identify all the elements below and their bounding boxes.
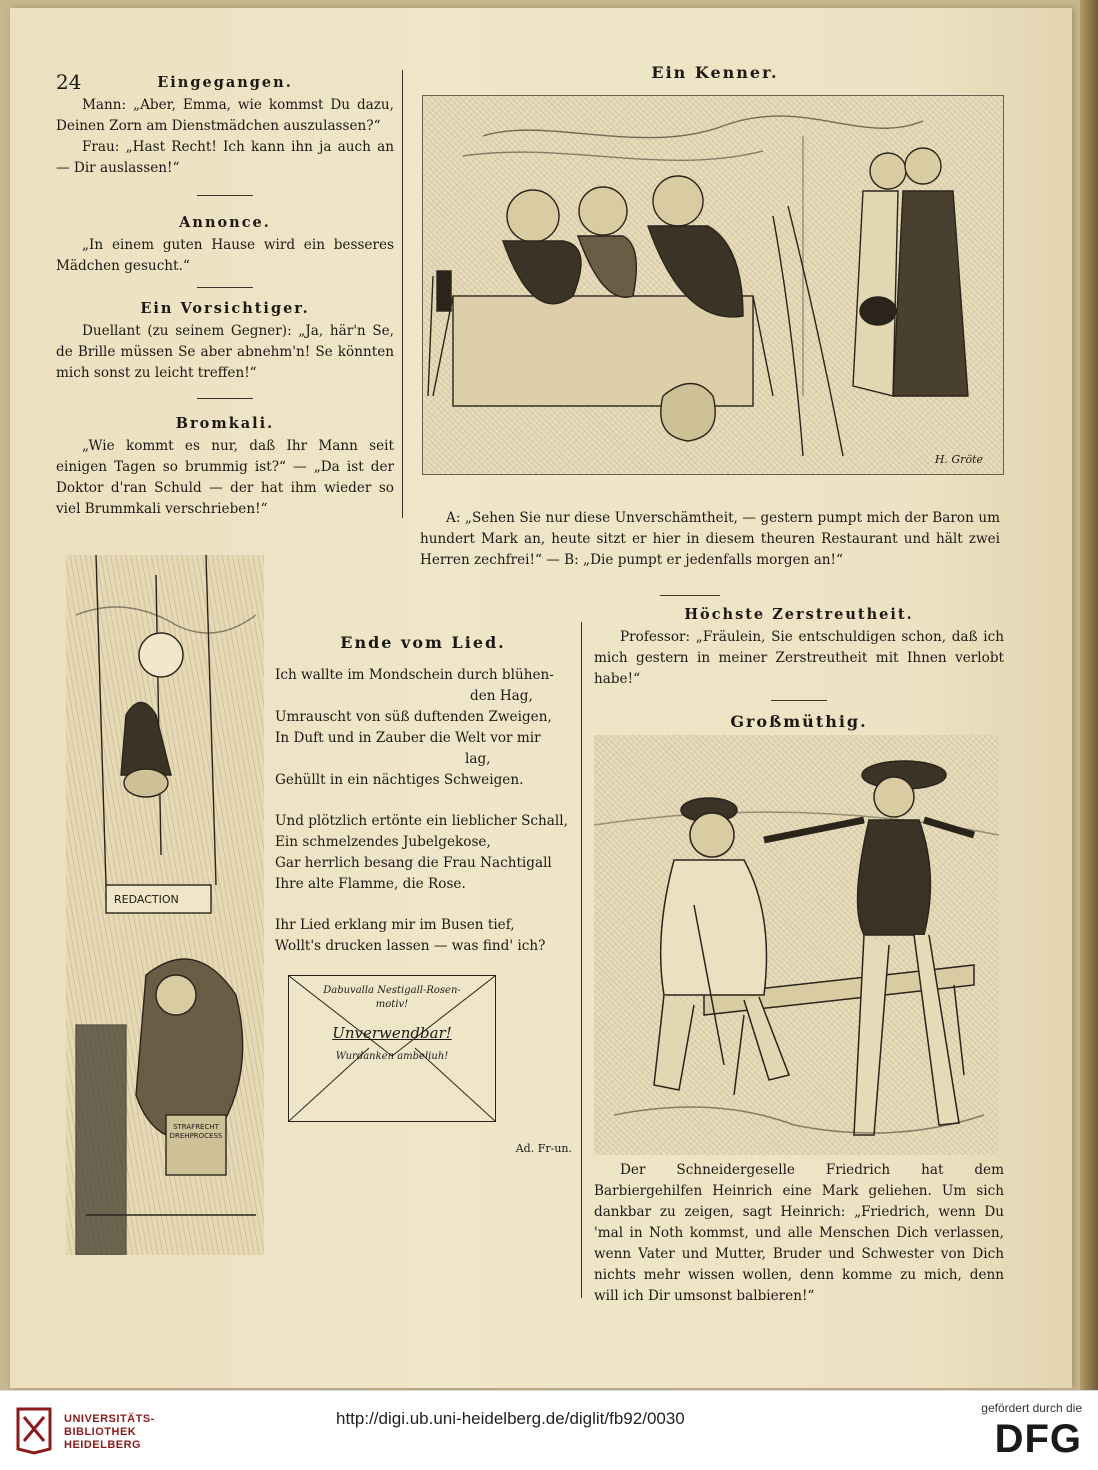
divider [197,195,253,196]
library-name-line: BIBLIOTHEK [64,1426,137,1438]
university-library-logo-icon [14,1403,54,1455]
permalink-url[interactable]: http://digi.ub.uni-heidelberg.de/diglit/fb92/0030 [336,1409,685,1428]
dfg-logo: DFG [994,1417,1082,1461]
envelope-line: Wurdanken ambeliuh! [335,1051,449,1062]
poem-line: Ein schmelzendes Jubelgekose, [275,834,491,850]
grossmuethig-illustration [594,735,999,1155]
kenner-illustration [422,95,1004,475]
library-name-line: HEIDELBERG [64,1439,142,1451]
ende-vom-lied-title: Ende vom Lied. [340,633,506,652]
eingegangen-line1: Mann: „Aber, Emma, wie kommst Du dazu, Deinen Zorn am Dienstmädchen auszulassen?“ [56,97,394,134]
kenner-heading-block [420,62,1010,85]
stanza-3 [275,915,571,957]
stanza-2 [275,811,571,895]
page-number: 24 [56,70,82,94]
stanza-1 [275,665,571,791]
poem-line: Ich wallte im Mondschein durch blühen- [275,667,554,683]
kenner-caption: A: „Sehen Sie nur diese Unverschämtheit, — gestern pumpt mich der Baron um hundert Mark an, heute sitzt er hier in diesem theuren Restaurant und hält zwei Herren zechfrei!“ — B: „Die pumpt er jedenfalls morgen an!“ [420,510,1000,568]
kenner-signature: H. Gröte [934,453,983,466]
divider [771,700,827,701]
viewer-footer [0,1390,1098,1470]
grossmuethig-text-block [594,1160,1004,1307]
poem-line: Gar herrlich besang die Frau Nachtigall [275,855,552,871]
strafrecht-box-label: STRAFRECHT DREHPROCESS [169,1123,223,1140]
envelope-writing [299,984,485,1064]
poem-line: den Hag, [470,688,533,704]
poem-line: Und plötzlich ertönte ein lieblicher Schall, [275,813,568,829]
redaction-sign: REDACTION [114,893,179,906]
vorsichtiger-text: Duellant (zu seinem Gegner): „Ja, här'n Se, de Brille müssen Se aber abnehm'n! Se könnten mich sonst zu leicht treffen!“ [56,323,394,381]
poem-line: Umrauscht von süß duftenden Zweigen, [275,709,552,725]
divider [197,287,253,288]
poem-line: lag, [465,751,491,767]
ende-vom-lied-illustration [66,555,264,1255]
divider [197,398,253,399]
zerstreutheit-text: Professor: „Fräulein, Sie entschuldigen schon, daß ich mich gestern in meiner Zerstreutheit mit Ihnen verlobt habe!“ [594,629,1004,687]
ende-vom-lied-poem [275,632,571,957]
grossmuethig-title: Großmüthig. [730,712,868,731]
divider [660,595,720,596]
rejected-envelope [288,975,496,1122]
restaurant-scene-drawing [423,96,1003,474]
poem-line: Wollt's drucken lassen — was find' ich? [275,938,546,954]
envelope-line: motiv! [375,999,409,1010]
vorsichtiger-title: Ein Vorsichtiger. [140,300,310,317]
envelope-line: Dabuvalla Nestigall-Rosen- [323,985,461,996]
left-column [56,72,394,520]
bromkali-title: Bromkali. [175,415,275,432]
page-binding-edge [1080,0,1098,1390]
zerstreutheit-block [594,604,1004,734]
zerstreutheit-title: Höchste Zerstreutheit. [684,606,914,623]
bromkali-text: „Wie kommt es nur, daß Ihr Mann seit einigen Tagen so brummig ist?“ — „Da ist der Doktor d'ran Schuld — der hat ihm wieder so viel Brummkali verschrieben!“ [56,438,394,517]
funded-by-label: gefördert durch die [981,1401,1082,1415]
eingegangen-line2: Frau: „Hast Recht! Ich kann ihn ja auch an — Dir auslassen!“ [56,139,394,176]
library-name-line: UNIVERSITÄTS- [64,1413,155,1425]
envelope-line: Unverwendbar! [332,1024,452,1042]
grossmuethig-text: Der Schneidergeselle Friedrich hat dem Barbiergehilfen Heinrich eine Mark geliehen. Um sich dankbar zu zeigen, sagt Heinrich: „Friedrich, wenn Du 'mal in Noth kommst, und alle Menschen Dich verlassen, wenn Vater und Mutter, Bruder und Schwester von Dich nichts mehr wissen wollen, denn komme zu mich, denn will ich Dir umsonst balbieren!“ [594,1162,1004,1304]
column-rule-bottom [581,622,582,1298]
poem-line: Gehüllt in ein nächtiges Schweigen. [275,772,524,788]
poem-line: Ihr Lied erklang mir im Busen tief, [275,917,515,933]
ende-vom-lied-signature: Ad. Fr-un. [515,1142,572,1155]
bench-scene-drawing [594,735,999,1155]
kenner-title: Ein Kenner. [651,63,779,82]
annonce-text: „In einem guten Hause wird ein besseres Mädchen gesucht.“ [56,237,394,274]
library-name [64,1413,155,1452]
kenner-caption-block [420,508,1000,571]
eingegangen-title: Eingegangen. [157,74,293,91]
poem-line: Ihre alte Flamme, die Rose. [275,876,466,892]
annonce-title: Annonce. [179,214,271,231]
column-rule-top [402,70,403,518]
poem-line: In Duft und in Zauber die Welt vor mir [275,730,541,746]
